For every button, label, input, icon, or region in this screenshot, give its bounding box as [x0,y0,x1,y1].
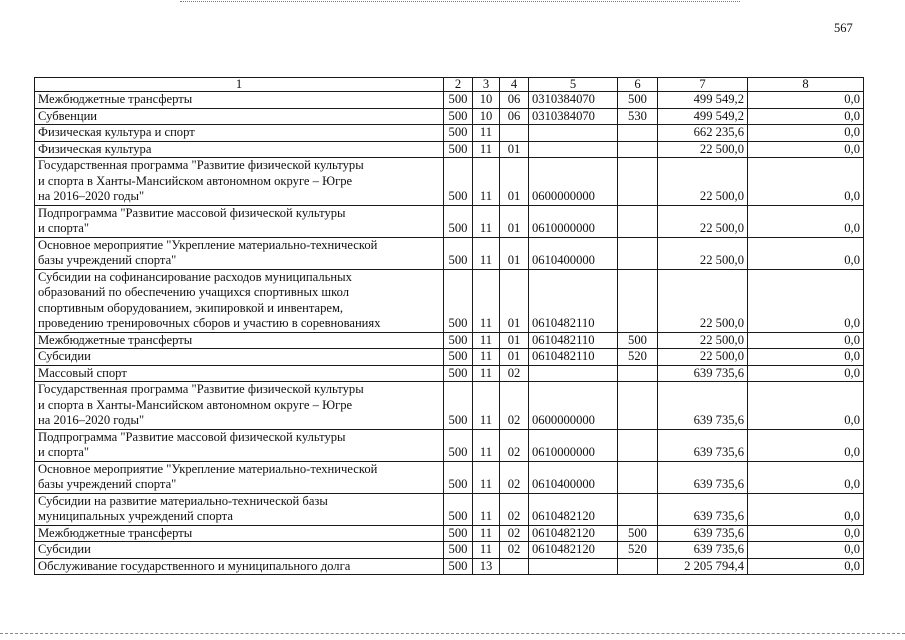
row-target-article [529,125,618,142]
row-amount: 22 500,0 [658,349,748,366]
row-section: 11 [473,141,500,158]
row-expense-type [618,158,658,206]
budget-table [34,77,864,575]
table-body [35,92,864,575]
row-amount: 22 500,0 [658,237,748,269]
row-amount-2: 0,0 [748,158,864,206]
row-admin-code: 500 [444,461,473,493]
header-col-4: 4 [500,78,529,92]
table-row [35,125,864,142]
row-name: Субвенции [35,108,444,125]
row-name: Подпрограмма "Развитие массовой физической культуры и спорта" [35,429,444,461]
row-expense-type [618,429,658,461]
row-name: Массовый спорт [35,365,444,382]
row-admin-code: 500 [444,332,473,349]
row-amount: 639 735,6 [658,493,748,525]
row-amount: 2 205 794,4 [658,558,748,575]
row-amount: 499 549,2 [658,108,748,125]
row-name: Субсидии на развитие материально-технической базы муниципальных учреждений спорта [35,493,444,525]
row-expense-type [618,382,658,430]
row-expense-type: 520 [618,349,658,366]
row-amount: 22 500,0 [658,141,748,158]
table-row [35,205,864,237]
row-name: Субсидии на софинансирование расходов муниципальных образований по обеспечению учащихся спортивных школ спортивным оборудованием, экипировкой и инвентарем, проведению тренировочных сборов и участию в соревнованиях [35,269,444,332]
row-admin-code: 500 [444,429,473,461]
row-section: 11 [473,237,500,269]
row-subsection: 06 [500,92,529,109]
row-section: 11 [473,269,500,332]
row-subsection: 01 [500,349,529,366]
row-target-article: 0600000000 [529,158,618,206]
row-subsection: 01 [500,332,529,349]
row-name: Государственная программа "Развитие физической культуры и спорта в Ханты-Мансийском автономном округе – Югре на 2016–2020 годы" [35,158,444,206]
table-row [35,141,864,158]
row-section: 11 [473,349,500,366]
page-number: 567 [834,21,853,35]
row-target-article: 0310384070 [529,92,618,109]
row-subsection [500,125,529,142]
row-expense-type: 500 [618,525,658,542]
row-target-article [529,365,618,382]
row-expense-type: 520 [618,542,658,559]
row-amount-2: 0,0 [748,525,864,542]
row-name: Физическая культура и спорт [35,125,444,142]
table-row [35,558,864,575]
row-admin-code: 500 [444,141,473,158]
row-amount: 499 549,2 [658,92,748,109]
header-col-5: 5 [529,78,618,92]
table-row [35,493,864,525]
header-col-7: 7 [658,78,748,92]
row-subsection: 02 [500,429,529,461]
row-admin-code: 500 [444,158,473,206]
header-col-1: 1 [35,78,444,92]
row-target-article: 0610482120 [529,542,618,559]
table-row [35,365,864,382]
row-section: 11 [473,461,500,493]
row-section: 10 [473,108,500,125]
row-expense-type [618,269,658,332]
row-admin-code: 500 [444,349,473,366]
table-row [35,237,864,269]
row-name: Субсидии [35,542,444,559]
row-amount-2: 0,0 [748,558,864,575]
row-section: 11 [473,525,500,542]
row-admin-code: 500 [444,542,473,559]
row-target-article [529,558,618,575]
row-amount-2: 0,0 [748,542,864,559]
row-target-article: 0610482110 [529,269,618,332]
header-col-2: 2 [444,78,473,92]
row-name: Межбюджетные трансферты [35,332,444,349]
row-expense-type [618,365,658,382]
row-amount: 22 500,0 [658,158,748,206]
row-subsection: 02 [500,461,529,493]
row-amount: 662 235,6 [658,125,748,142]
scan-edge-bottom [0,633,905,634]
row-expense-type [618,493,658,525]
row-subsection: 02 [500,493,529,525]
row-amount-2: 0,0 [748,332,864,349]
row-amount: 639 735,6 [658,461,748,493]
row-subsection: 02 [500,525,529,542]
row-subsection [500,558,529,575]
row-admin-code: 500 [444,92,473,109]
row-amount-2: 0,0 [748,92,864,109]
row-section: 11 [473,382,500,430]
row-expense-type: 500 [618,332,658,349]
row-target-article: 0610482120 [529,493,618,525]
row-expense-type [618,558,658,575]
row-amount-2: 0,0 [748,205,864,237]
row-expense-type [618,461,658,493]
row-expense-type: 530 [618,108,658,125]
row-name: Межбюджетные трансферты [35,92,444,109]
row-amount-2: 0,0 [748,429,864,461]
row-amount: 639 735,6 [658,429,748,461]
table-row [35,158,864,206]
row-amount: 22 500,0 [658,269,748,332]
row-amount-2: 0,0 [748,365,864,382]
row-admin-code: 500 [444,493,473,525]
row-amount-2: 0,0 [748,382,864,430]
row-amount: 22 500,0 [658,205,748,237]
row-subsection: 06 [500,108,529,125]
row-name: Государственная программа "Развитие физической культуры и спорта в Ханты-Мансийском автономном округе – Югре на 2016–2020 годы" [35,382,444,430]
row-target-article: 0310384070 [529,108,618,125]
row-amount-2: 0,0 [748,125,864,142]
row-section: 11 [473,365,500,382]
row-section: 11 [473,542,500,559]
row-amount: 639 735,6 [658,365,748,382]
row-target-article: 0610400000 [529,461,618,493]
row-expense-type [618,205,658,237]
row-expense-type [618,141,658,158]
row-subsection: 01 [500,141,529,158]
row-admin-code: 500 [444,237,473,269]
table-row [35,349,864,366]
row-target-article: 0610482120 [529,525,618,542]
row-name: Обслуживание государственного и муниципального долга [35,558,444,575]
table-row [35,332,864,349]
row-target-article: 0610000000 [529,429,618,461]
row-admin-code: 500 [444,365,473,382]
header-col-6: 6 [618,78,658,92]
row-section: 11 [473,429,500,461]
row-amount: 22 500,0 [658,332,748,349]
table-header-row [35,78,864,92]
row-section: 13 [473,558,500,575]
row-admin-code: 500 [444,558,473,575]
row-admin-code: 500 [444,108,473,125]
row-target-article: 0610000000 [529,205,618,237]
row-admin-code: 500 [444,525,473,542]
table-row [35,542,864,559]
row-section: 11 [473,158,500,206]
row-name: Субсидии [35,349,444,366]
row-amount: 639 735,6 [658,382,748,430]
row-name: Межбюджетные трансферты [35,525,444,542]
table-row [35,108,864,125]
row-subsection: 02 [500,365,529,382]
row-target-article: 0610482110 [529,349,618,366]
row-admin-code: 500 [444,382,473,430]
row-subsection: 02 [500,382,529,430]
row-expense-type: 500 [618,92,658,109]
row-amount: 639 735,6 [658,542,748,559]
row-amount-2: 0,0 [748,269,864,332]
row-amount-2: 0,0 [748,461,864,493]
row-amount-2: 0,0 [748,141,864,158]
table-row [35,269,864,332]
row-name: Основное мероприятие "Укрепление материально-технической базы учреждений спорта" [35,461,444,493]
row-subsection: 01 [500,269,529,332]
header-col-3: 3 [473,78,500,92]
row-amount-2: 0,0 [748,349,864,366]
row-section: 11 [473,493,500,525]
row-amount: 639 735,6 [658,525,748,542]
scan-edge-top [180,1,740,2]
row-amount-2: 0,0 [748,493,864,525]
row-amount-2: 0,0 [748,237,864,269]
row-subsection: 01 [500,158,529,206]
row-target-article: 0610400000 [529,237,618,269]
table-row [35,461,864,493]
row-section: 11 [473,205,500,237]
row-target-article: 0610482110 [529,332,618,349]
row-name: Физическая культура [35,141,444,158]
row-name: Подпрограмма "Развитие массовой физической культуры и спорта" [35,205,444,237]
row-section: 11 [473,332,500,349]
row-section: 10 [473,92,500,109]
table-row [35,429,864,461]
row-amount-2: 0,0 [748,108,864,125]
header-col-8: 8 [748,78,864,92]
row-target-article [529,141,618,158]
table-row [35,525,864,542]
row-admin-code: 500 [444,269,473,332]
table-row [35,92,864,109]
row-target-article: 0600000000 [529,382,618,430]
row-subsection: 01 [500,237,529,269]
table-row [35,382,864,430]
row-name: Основное мероприятие "Укрепление материально-технической базы учреждений спорта" [35,237,444,269]
row-expense-type [618,237,658,269]
row-expense-type [618,125,658,142]
row-section: 11 [473,125,500,142]
row-admin-code: 500 [444,205,473,237]
row-subsection: 01 [500,205,529,237]
row-subsection: 02 [500,542,529,559]
row-admin-code: 500 [444,125,473,142]
